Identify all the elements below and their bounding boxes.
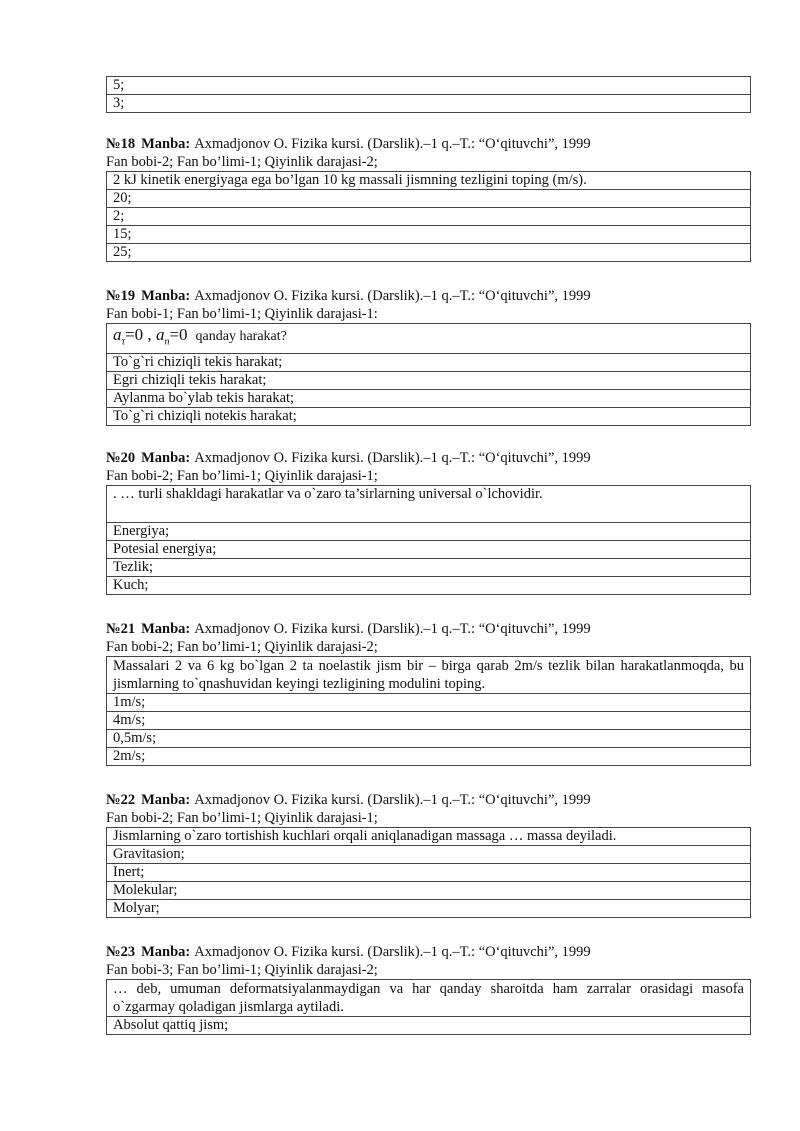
question-heading [106, 449, 751, 467]
math-var: a [155, 325, 165, 344]
answer-cell: Aylanma bo`ylab tekis harakat; [107, 390, 751, 408]
table-row [107, 828, 751, 846]
answer-cell: Potesial energiya; [107, 541, 751, 559]
answer-cell: Egri chiziqli tekis harakat; [107, 372, 751, 390]
source-reference: Axmadjonov O. Fizika kursi. (Darslik).–1 q.–T.: “O‘qituvchi”, 1999 [194, 792, 591, 808]
table-row [107, 1017, 751, 1035]
question-rest-text: qanday harakat? [195, 329, 287, 344]
math-formula [113, 325, 188, 348]
table-row [107, 354, 751, 372]
answer-cell: Energiya; [107, 523, 751, 541]
table-row [107, 748, 751, 766]
question-23-block [106, 943, 751, 1035]
math-equals: =0 [169, 325, 188, 344]
question-number: №20 [106, 450, 136, 466]
table-row [107, 172, 751, 190]
question-meta: Fan bobi-2; Fan bo’limi-1; Qiyinlik darajasi-2; [106, 639, 378, 655]
answer-cell: To`g`ri chiziqli notekis harakat; [107, 408, 751, 426]
answer-cell: 4m/s; [107, 712, 751, 730]
question-text: 2 kJ kinetik energiyaga ega bo’lgan 10 kg massali jismning tezligini toping (m/s). [107, 172, 751, 190]
table-row [107, 577, 751, 595]
question-text: Massalari 2 va 6 kg bo`lgan 2 ta noelastik jism bir – birga qarab 2m/s tezlik bilan harakatlanmoqda, bu jismlarning to`qnashuvidan keyingi tezligining modulini toping. [107, 657, 751, 694]
table-row [107, 694, 751, 712]
table-row [107, 244, 751, 262]
answer-cell: Molyar; [107, 900, 751, 918]
table-row [107, 541, 751, 559]
answer-cell: Inert; [107, 864, 751, 882]
table-row [107, 190, 751, 208]
question-heading [106, 620, 751, 638]
question-heading [106, 791, 751, 809]
question-number: №23 [106, 944, 136, 960]
source-label: Manba: [141, 288, 191, 304]
question-table [106, 656, 751, 766]
table-row [107, 226, 751, 244]
source-label: Manba: [141, 621, 191, 637]
table-row [107, 559, 751, 577]
table-row [107, 864, 751, 882]
math-var: a [113, 325, 122, 344]
table-row [107, 324, 751, 354]
answer-cell: Gravitasion; [107, 846, 751, 864]
question-number: №22 [106, 792, 136, 808]
question-19-block [106, 287, 751, 426]
question-18-block [106, 135, 751, 262]
table-row [107, 95, 751, 113]
answer-cell: 1m/s; [107, 694, 751, 712]
source-reference: Axmadjonov O. Fizika kursi. (Darslik).–1 q.–T.: “O‘qituvchi”, 1999 [194, 450, 591, 466]
table-row [107, 408, 751, 426]
answer-cell: 3; [107, 95, 751, 113]
question-table [106, 323, 751, 426]
table-row [107, 372, 751, 390]
answer-cell: 2; [107, 208, 751, 226]
math-subscript: τ [121, 336, 126, 348]
question-heading [106, 135, 751, 153]
table-row [107, 712, 751, 730]
question-table [106, 171, 751, 262]
question-table [106, 979, 751, 1035]
question-meta: Fan bobi-3; Fan bo’limi-1; Qiyinlik darajasi-2; [106, 962, 378, 978]
previous-answers-block [106, 76, 751, 113]
answer-cell: 0,5m/s; [107, 730, 751, 748]
math-equals: =0 , [125, 325, 152, 344]
source-label: Manba: [141, 450, 191, 466]
question-number: №18 [106, 136, 136, 152]
answer-cell: Absolut qattiq jism; [107, 1017, 751, 1035]
answer-cell: 2m/s; [107, 748, 751, 766]
answer-cell: 5; [107, 77, 751, 95]
table-row [107, 390, 751, 408]
question-21-block [106, 620, 751, 766]
question-number: №19 [106, 288, 136, 304]
table-row [107, 730, 751, 748]
table-row [107, 980, 751, 1017]
source-label: Manba: [141, 792, 191, 808]
question-meta: Fan bobi-2; Fan bo’limi-1; Qiyinlik darajasi-1; [106, 468, 378, 484]
question-20-block [106, 449, 751, 595]
question-meta: Fan bobi-2; Fan bo’limi-1; Qiyinlik darajasi-2; [106, 154, 378, 170]
answer-cell: Kuch; [107, 577, 751, 595]
table-row [107, 882, 751, 900]
math-subscript: n [164, 336, 170, 348]
question-table [106, 485, 751, 595]
source-label: Manba: [141, 136, 191, 152]
answer-cell: To`g`ri chiziqli tekis harakat; [107, 354, 751, 372]
table-row [107, 846, 751, 864]
answer-cell: 25; [107, 244, 751, 262]
answer-cell: 15; [107, 226, 751, 244]
table-row [107, 657, 751, 694]
source-label: Manba: [141, 944, 191, 960]
table-row [107, 523, 751, 541]
table-row [107, 486, 751, 523]
answer-cell: 20; [107, 190, 751, 208]
question-text [107, 324, 751, 354]
question-text: … deb, umuman deformatsiyalanmaydigan va har qanday sharoitda ham zarralar orasidagi masofa o`zgarmay qoladigan jismlarga aytiladi. [107, 980, 751, 1017]
previous-answers-table [106, 76, 751, 113]
question-meta: Fan bobi-2; Fan bo’limi-1; Qiyinlik darajasi-1; [106, 810, 378, 826]
question-heading [106, 287, 751, 305]
question-heading [106, 943, 751, 961]
source-reference: Axmadjonov O. Fizika kursi. (Darslik).–1 q.–T.: “O‘qituvchi”, 1999 [194, 136, 591, 152]
answer-cell: Tezlik; [107, 559, 751, 577]
table-row [107, 208, 751, 226]
question-22-block [106, 791, 751, 918]
source-reference: Axmadjonov O. Fizika kursi. (Darslik).–1 q.–T.: “O‘qituvchi”, 1999 [194, 288, 591, 304]
table-row [107, 77, 751, 95]
question-table [106, 827, 751, 918]
question-number: №21 [106, 621, 136, 637]
question-text: Jismlarning o`zaro tortishish kuchlari orqali aniqlanadigan massaga … massa deyiladi. [107, 828, 751, 846]
question-meta: Fan bobi-1; Fan bo’limi-1; Qiyinlik darajasi-1: [106, 306, 378, 322]
table-row [107, 900, 751, 918]
source-reference: Axmadjonov O. Fizika kursi. (Darslik).–1 q.–T.: “O‘qituvchi”, 1999 [194, 621, 591, 637]
source-reference: Axmadjonov O. Fizika kursi. (Darslik).–1 q.–T.: “O‘qituvchi”, 1999 [194, 944, 591, 960]
question-text: . … turli shakldagi harakatlar va o`zaro ta’sirlarning universal o`lchovidir. [107, 486, 751, 523]
answer-cell: Molekular; [107, 882, 751, 900]
